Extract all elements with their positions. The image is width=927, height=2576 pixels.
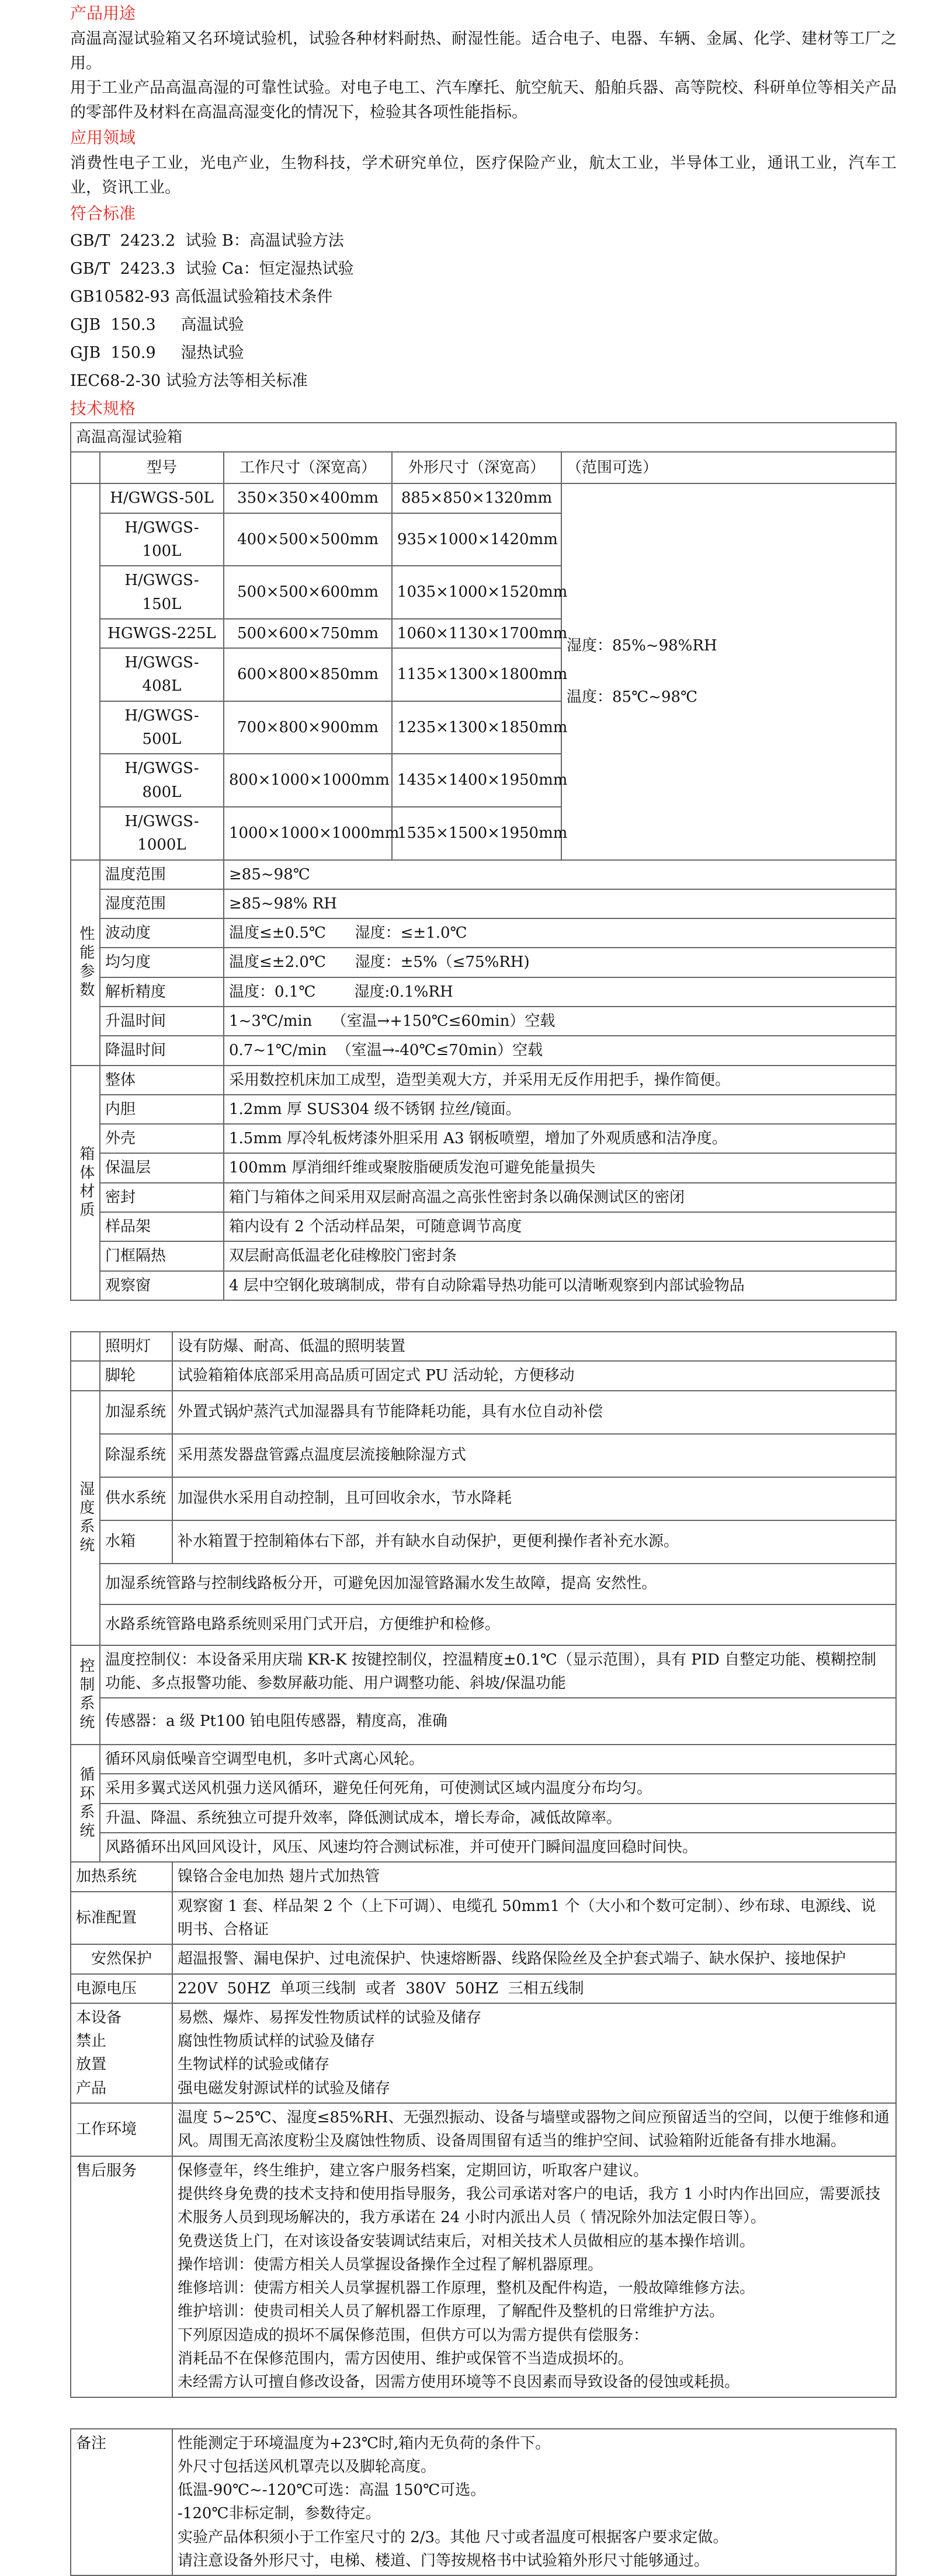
- header-outer-size: 外形尺寸（深宽高）: [392, 452, 561, 483]
- outer-size: 935×1000×1420mm: [392, 513, 561, 566]
- circulation-row: [71, 1833, 896, 1862]
- humidity-label: 加湿系统: [100, 1391, 172, 1434]
- circulation-row: [71, 1774, 896, 1803]
- humidity-row: [71, 1391, 896, 1434]
- material-row: [71, 1095, 896, 1124]
- material-value: 箱内设有 2 个活动样品架，可随意调节高度: [224, 1212, 896, 1241]
- work-size: 500×500×600mm: [224, 566, 392, 619]
- standard-item: GB10582-93 高低温试验箱技术条件: [70, 288, 333, 307]
- fixture-row: [71, 1361, 896, 1390]
- humidity-row: [71, 1520, 896, 1564]
- humidity-value: 补水箱置于控制箱体右下部，并有缺水自动保护，更便利操作者补充水源。: [172, 1520, 896, 1564]
- humidity-note-row: [71, 1604, 896, 1645]
- usage-title: 产品用途: [70, 4, 136, 23]
- model-spacer: [71, 483, 100, 859]
- humidity-value: 外置式锅炉蒸汽式加湿器具有节能降耗功能，具有水位自动补偿: [172, 1391, 896, 1434]
- humidity-value: 采用蒸发器盘管露点温度层流接触除湿方式: [172, 1434, 896, 1477]
- humidity-label: 水箱: [100, 1520, 172, 1564]
- work-size: 500×600×750mm: [224, 619, 392, 648]
- notes-content: [172, 2429, 896, 2576]
- material-row: [71, 1124, 896, 1153]
- material-row: [71, 1271, 896, 1300]
- humidity-label: 除湿系统: [100, 1434, 172, 1477]
- outer-size: 885×850×1320mm: [392, 483, 561, 513]
- forbidden-label-line: 放置: [76, 2056, 107, 2074]
- circulation-text: 采用多翼式送风机强力送风循环，避免任何死角，可使测试区域内温度分布均匀。: [100, 1774, 896, 1803]
- heating-value: 镍铬合金电加热 翅片式加热管: [172, 1862, 896, 1891]
- performance-row: [71, 889, 896, 918]
- fixture-label: 脚轮: [100, 1361, 172, 1390]
- control-row: [71, 1698, 896, 1745]
- work-size: 700×800×900mm: [224, 701, 392, 754]
- param-label: 均匀度: [100, 948, 224, 977]
- material-row: [71, 1183, 896, 1212]
- heating-row: [71, 1862, 896, 1891]
- after-sales-label: 售后服务: [71, 2156, 172, 2397]
- circulation-row: [71, 1745, 896, 1774]
- power-row: [71, 1974, 896, 2003]
- param-label: 解析精度: [100, 977, 224, 1007]
- model-name: H/GWGS-408L: [100, 648, 224, 701]
- forbidden-item: 易燃、爆炸、易挥发性物质试样的试验及储存: [178, 2008, 482, 2027]
- circulation-text: 升温、降温、系统独立可提升效率，降低测试成本，增长寿命，减低故障率。: [100, 1804, 896, 1833]
- material-value: 1.5mm 厚冷轧板烤漆外胆采用 A3 钢板喷塑，增加了外观质感和洁净度。: [224, 1124, 896, 1153]
- after-sales-line: 提供终身免费的技术支持和使用指导服务，我公司承诺对客户的电话，我方 1 小时内作出回应，需要派技术服务人员到现场解决的，我方承诺在 24 小时内派出人员（ 情况除外加法定假日等）。: [178, 2185, 881, 2227]
- forbidden-label-line: 禁止: [76, 2032, 107, 2051]
- performance-row: [71, 860, 896, 889]
- range-humidity: 湿度：85%~98%RH: [567, 637, 717, 655]
- after-sales-line: 未经需方认可擅自修改设备，因需方使用环境等不良因素而导致设备的侵蚀或耗损。: [178, 2373, 740, 2391]
- control-text-2: 传感器：a 级 Pt100 铂电阻传感器，精度高，准确: [100, 1698, 896, 1745]
- param-label: 升温时间: [100, 1007, 224, 1036]
- usage-paragraph-2: 用于工业产品高温高湿的可靠性试验。对电子电工、汽车摩托、航空航天、船舶兵器、高等院校、科研单位等相关产品的零部件及材料在高温高湿变化的情况下，检验其各项性能指标。: [70, 78, 897, 121]
- note-line: -120℃非标定制，参数待定。: [178, 2505, 381, 2523]
- header-model: 型号: [100, 452, 224, 483]
- outer-size: 1035×1000×1520mm: [392, 566, 561, 619]
- power-label: 电源电压: [71, 1974, 172, 2003]
- fixture-value: 设有防爆、耐高、低温的照明装置: [172, 1332, 896, 1361]
- forbidden-label-line: 本设备: [76, 2008, 122, 2027]
- model-name: HGWGS-225L: [100, 619, 224, 648]
- environment-row: [71, 2103, 896, 2156]
- humidity-label: 供水系统: [100, 1477, 172, 1520]
- note-line: 实验产品体积须小于工作室尺寸的 2/3。其他 尺寸或者温度可根据客户要求定做。: [178, 2528, 728, 2546]
- performance-row: [71, 1036, 896, 1065]
- performance-row: [71, 1007, 896, 1036]
- forbidden-item: 强电磁发射源试样的试验及储存: [178, 2079, 391, 2097]
- specs-title: 技术规格: [70, 399, 136, 419]
- param-value: ≥85~98% RH: [224, 889, 896, 918]
- environment-value: 温度 5~25℃、湿度≤85%RH、无强烈振动、设备与墙壁或器物之间应预留适当的空间，以便于维修和通风。周围无高浓度粉尘及腐蚀性物质、设备周围留有适当的维护空间、试验箱附近能备有排水地漏。: [172, 2103, 896, 2156]
- usage-paragraph-1: 高温高湿试验箱又名环境试验机，试验各种材料耐热、耐湿性能。适合电子、电器、车辆、金属、化学、建材等工厂之用。: [70, 30, 897, 72]
- circulation-text: 风路循环出风回风设计，风压、风速均符合测试标准，并可使开门瞬间温度回稳时间快。: [100, 1833, 896, 1862]
- humidity-row: [71, 1477, 896, 1520]
- performance-row: [71, 918, 896, 948]
- material-value: 采用数控机床加工成型，造型美观大方，并采用无反作用把手，操作简便。: [224, 1066, 896, 1095]
- heating-label: 加热系统: [71, 1862, 172, 1891]
- notes-table: [70, 2428, 897, 2576]
- material-label: 保温层: [100, 1153, 224, 1182]
- work-size: 800×1000×1000mm: [224, 754, 392, 807]
- humidity-group-label: 湿度系统: [71, 1391, 100, 1645]
- notes-label: 备注: [71, 2429, 172, 2576]
- material-row: [71, 1153, 896, 1182]
- circulation-row: [71, 1804, 896, 1833]
- material-value: 双层耐高低温老化硅橡胶门密封条: [224, 1241, 896, 1270]
- model-name: H/GWGS-500L: [100, 701, 224, 754]
- note-line: 低温-90℃~-120℃可选：高温 150℃可选。: [178, 2481, 486, 2500]
- material-row: [71, 1212, 896, 1241]
- param-value: 温度≤±2.0℃ 湿度：±5%（≤75%RH): [224, 948, 896, 977]
- material-label: 密封: [100, 1183, 224, 1212]
- fixture-row: [71, 1332, 896, 1361]
- param-label: 湿度范围: [100, 889, 224, 918]
- circulation-text: 循环风扇低噪音空调型电机，多叶式离心风轮。: [100, 1745, 896, 1774]
- standard-item: GJB 150.9 湿热试验: [70, 344, 244, 363]
- model-name: H/GWGS-1000L: [100, 807, 224, 860]
- param-label: 温度范围: [100, 860, 224, 889]
- material-label: 门框隔热: [100, 1241, 224, 1270]
- outer-size: 1060×1130×1700mm: [392, 619, 561, 648]
- material-value: 箱门与箱体之间采用双层耐高温之高张性密封条以确保测试区的密闭: [224, 1183, 896, 1212]
- circulation-group-label: 循环系统: [71, 1745, 100, 1862]
- after-sales-line: 下列原因造成的损坏不属保修范围，但供方可以为需方提供有偿服务：: [178, 2326, 649, 2344]
- param-label: 波动度: [100, 918, 224, 948]
- material-value: 100mm 厚消细纤维或聚胺脂硬质发泡可避免能量损失: [224, 1153, 896, 1182]
- header-work-size: 工作尺寸（深宽高）: [224, 452, 392, 483]
- after-sales-content: [172, 2156, 896, 2397]
- param-value: ≥85~98℃: [224, 860, 896, 889]
- forbidden-label-line: 产品: [76, 2079, 107, 2097]
- material-value: 1.2mm 厚 SUS304 级不锈钢 拉丝/镜面。: [224, 1095, 896, 1124]
- standard-item: GJB 150.3 高温试验: [70, 316, 244, 335]
- performance-row: [71, 948, 896, 977]
- humidity-note: 加湿系统管路与控制线路板分开，可避免因加湿管路漏水发生故障，提高 安然性。: [100, 1564, 896, 1604]
- fixture-label: 照明灯: [100, 1332, 172, 1361]
- model-row: [71, 483, 896, 513]
- note-line: 请注意设备外形尺寸，电梯、楼道、门等按规格书中试验箱外形尺寸能够通过。: [178, 2552, 710, 2570]
- material-group-label: 箱体材质: [71, 1066, 100, 1300]
- fields-title: 应用领域: [70, 128, 136, 148]
- standard-config-value: 观察窗 1 套、样品架 2 个（上下可调）、电缆孔 50mm1 个（大小和个数可定制）、纱布球、电源线、说明书、合格证: [172, 1892, 896, 1945]
- param-value: 0.7~1℃/min （室温→-40℃≤70min）空载: [224, 1036, 896, 1065]
- outer-size: 1535×1500×1950mm: [392, 807, 561, 860]
- humidity-note-row: [71, 1564, 896, 1604]
- material-label: 内胆: [100, 1095, 224, 1124]
- forbidden-item: 腐蚀性物质试样的试验及储存: [178, 2032, 376, 2051]
- fields-text: 消费性电子工业，光电产业，生物科技，学术研究单位，医疗保险产业，航太工业，半导体工业，通讯工业，汽车工业，资讯工业。: [70, 154, 897, 197]
- forbidden-item: 生物试样的试验或储存: [178, 2056, 330, 2074]
- param-value: 温度≤±0.5℃ 湿度：≤±1.0℃: [224, 918, 896, 948]
- standard-item: GB/T 2423.3 试验 Ca：恒定湿热试验: [70, 260, 354, 279]
- outer-size: 1135×1300×1800mm: [392, 648, 561, 701]
- control-text-1: 温度控制仪：本设备采用庆瑞 KR-K 按键控制仪，控温精度±0.1℃（显示范围），具有 PID 自整定功能、模糊控制功能、多点报警功能、参数屏蔽功能、用户调整功能、斜坡/保温功能: [100, 1645, 896, 1698]
- after-sales-line: 维修培训：使需方相关人员掌握机器工作原理，整机及配件构造，一般故障维修方法。: [178, 2279, 755, 2297]
- forbidden-items: [172, 2003, 896, 2103]
- safety-value: 超温报警、漏电保护、过电流保护、快速熔断器、线路保险丝及全护套式端子、缺水保护、接地保护: [172, 1944, 896, 1973]
- performance-group-label: 性能参数: [71, 860, 100, 1066]
- humidity-value: 加湿供水采用自动控制，且可回收余水，节水降耗: [172, 1477, 896, 1520]
- after-sales-line: 消耗品不在保修范围内，需方因使用、维护或保管不当造成损坏的。: [178, 2349, 634, 2368]
- work-size: 600×800×850mm: [224, 648, 392, 701]
- safety-label: 安然保护: [71, 1944, 172, 1973]
- product-sheet: [70, 0, 897, 2576]
- humidity-row: [71, 1434, 896, 1477]
- power-value: 220V 50HZ 单项三线制 或者 380V 50HZ 三相五线制: [172, 1974, 896, 2003]
- param-value: 1~3℃/min （室温→+150℃≤60min）空载: [224, 1007, 896, 1036]
- forbidden-row: [71, 2003, 896, 2103]
- material-label: 整体: [100, 1066, 224, 1095]
- after-sales-line: 保修壹年，终生维护，建立客户服务档案，定期回访，听取客户建议。: [178, 2161, 649, 2180]
- work-size: 1000×1000×1000mm: [224, 807, 392, 860]
- standard-config-label: 标准配置: [71, 1892, 172, 1945]
- standard-item: IEC68-2-30 试验方法等相关标准: [70, 372, 308, 391]
- param-label: 降温时间: [100, 1036, 224, 1065]
- range-cell: [561, 483, 896, 859]
- environment-label: 工作环境: [71, 2103, 172, 2156]
- after-sales-line: 操作培训：使需方相关人员掌握设备操作全过程了解机器原理。: [178, 2255, 603, 2274]
- work-size: 350×350×400mm: [224, 483, 392, 513]
- safety-row: [71, 1944, 896, 1973]
- spec-table-title: 高温高湿试验箱: [71, 423, 896, 452]
- performance-row: [71, 977, 896, 1007]
- material-label: 外壳: [100, 1124, 224, 1153]
- spec-table: [70, 422, 897, 1301]
- forbidden-label: [71, 2003, 172, 2103]
- model-name: H/GWGS-100L: [100, 513, 224, 566]
- work-size: 400×500×500mm: [224, 513, 392, 566]
- header-range: （范围可选）: [561, 452, 896, 483]
- control-group-label: 控制系统: [71, 1645, 100, 1745]
- humidity-note: 水路系统管路电路系统则采用门式开启，方便维护和检修。: [100, 1604, 896, 1645]
- note-line: 外尺寸包括送风机罩壳以及脚轮高度。: [178, 2457, 436, 2476]
- blank-cell: [71, 1361, 100, 1390]
- control-row: [71, 1645, 896, 1698]
- material-label: 观察窗: [100, 1271, 224, 1300]
- model-name: H/GWGS-150L: [100, 566, 224, 619]
- material-row: [71, 1241, 896, 1270]
- outer-size: 1435×1400×1950mm: [392, 754, 561, 807]
- standards-title: 符合标准: [70, 204, 136, 224]
- model-name: H/GWGS-50L: [100, 483, 224, 513]
- after-sales-line: 维护培训：使贵司相关人员了解机器工作原理，了解配件及整机的日常维护方法。: [178, 2303, 725, 2321]
- standard-config-row: [71, 1892, 896, 1945]
- outer-size: 1235×1300×1850mm: [392, 701, 561, 754]
- range-temperature: 温度：85℃~98℃: [567, 688, 698, 706]
- material-label: 样品架: [100, 1212, 224, 1241]
- standards-list: [70, 227, 897, 395]
- system-table: [70, 1331, 897, 2398]
- after-sales-line: 免费送货上门，在对该设备安装调试结束后，对相关技术人员做相应的基本操作培训。: [178, 2232, 755, 2250]
- model-name: H/GWGS-800L: [100, 754, 224, 807]
- blank-cell: [71, 1332, 100, 1361]
- standard-item: GB/T 2423.2 试验 B：高温试验方法: [70, 232, 344, 250]
- material-value: 4 层中空钢化玻璃制成，带有自动除霜导热功能可以清晰观察到内部试验物品: [224, 1271, 896, 1300]
- fixture-value: 试验箱箱体底部采用高品质可固定式 PU 活动轮，方便移动: [172, 1361, 896, 1390]
- note-line: 性能测定于环境温度为+23℃时,箱内无负荷的条件下。: [178, 2434, 551, 2452]
- param-value: 温度：0.1℃ 湿度:0.1%RH: [224, 977, 896, 1007]
- material-row: [71, 1066, 896, 1095]
- after-sales-row: [71, 2156, 896, 2397]
